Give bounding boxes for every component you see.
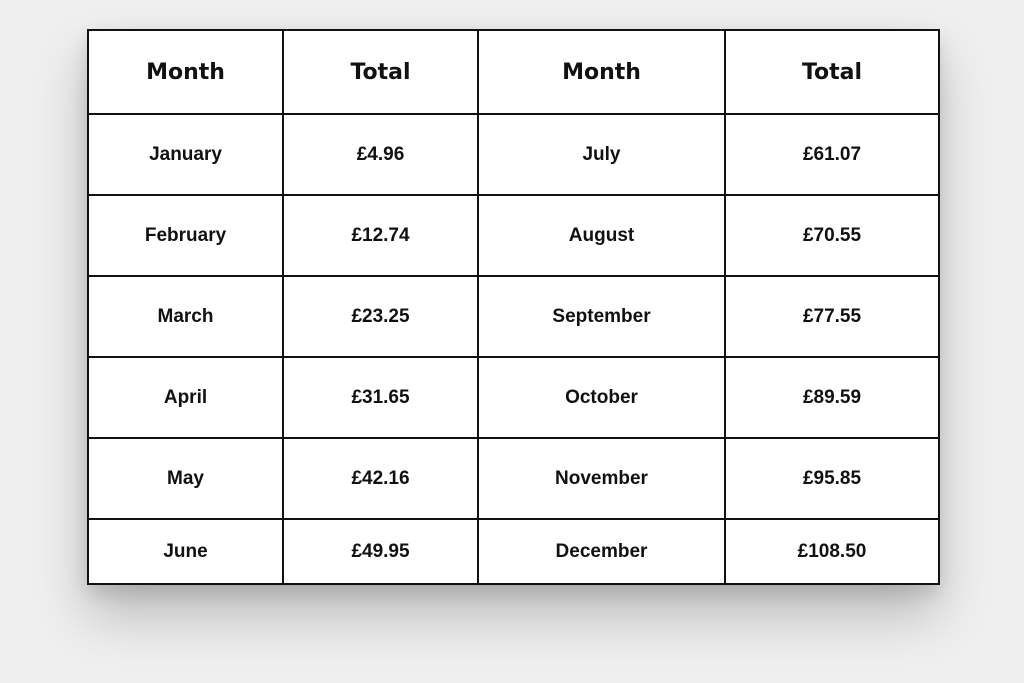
month-cell: August [478, 195, 725, 276]
total-cell: £108.50 [725, 519, 939, 584]
month-cell: October [478, 357, 725, 438]
total-cell: £70.55 [725, 195, 939, 276]
table-row [88, 114, 939, 195]
table-row [88, 276, 939, 357]
month-cell: November [478, 438, 725, 519]
month-cell: April [88, 357, 283, 438]
total-cell: £61.07 [725, 114, 939, 195]
total-cell: £95.85 [725, 438, 939, 519]
header-total-left: Total [283, 30, 478, 114]
month-cell: March [88, 276, 283, 357]
table-header [88, 30, 939, 114]
month-cell: June [88, 519, 283, 584]
total-cell: £77.55 [725, 276, 939, 357]
total-cell: £89.59 [725, 357, 939, 438]
table-row [88, 519, 939, 584]
table-row [88, 195, 939, 276]
monthly-totals-card [87, 29, 938, 585]
header-total-right: Total [725, 30, 939, 114]
monthly-totals-table [87, 29, 940, 585]
table-row [88, 438, 939, 519]
month-cell: May [88, 438, 283, 519]
total-cell: £42.16 [283, 438, 478, 519]
total-cell: £31.65 [283, 357, 478, 438]
month-cell: January [88, 114, 283, 195]
header-month-right: Month [478, 30, 725, 114]
table-row [88, 357, 939, 438]
total-cell: £12.74 [283, 195, 478, 276]
table-body [88, 114, 939, 584]
total-cell: £4.96 [283, 114, 478, 195]
month-cell: December [478, 519, 725, 584]
month-cell: July [478, 114, 725, 195]
header-row [88, 30, 939, 114]
month-cell: September [478, 276, 725, 357]
total-cell: £23.25 [283, 276, 478, 357]
month-cell: February [88, 195, 283, 276]
total-cell: £49.95 [283, 519, 478, 584]
header-month-left: Month [88, 30, 283, 114]
